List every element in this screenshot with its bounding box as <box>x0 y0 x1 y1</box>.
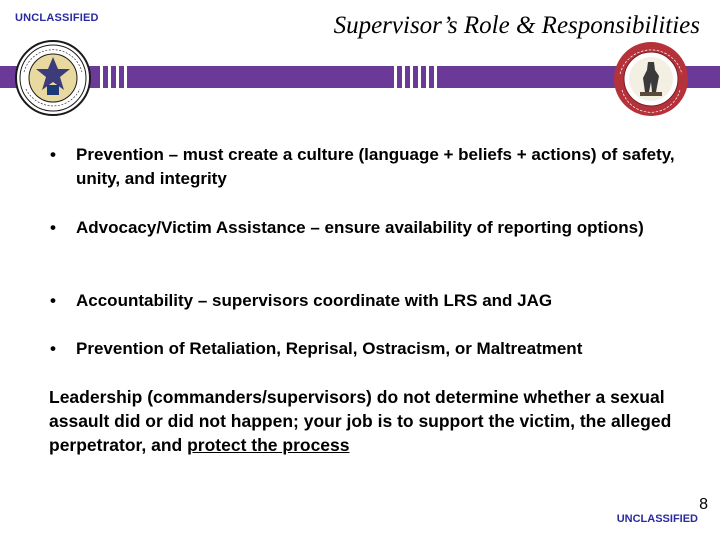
bullet-text: Advocacy/Victim Assistance – ensure availability of reporting options) <box>76 218 644 237</box>
page-number: 8 <box>699 496 708 513</box>
bullet-item <box>50 337 582 361</box>
bullet-text: Accountability – supervisors coordinate with LRS and JAG <box>76 291 553 310</box>
band-divider <box>434 66 437 88</box>
band-divider <box>410 66 413 88</box>
paragraph-text: Leadership (commanders/supervisors) do not determine whether a sexual assault did or did not happen; your job is to support the victim, the alleged perpetrator, and <box>49 387 672 455</box>
bullet-item <box>50 216 644 240</box>
bullet-dot: • <box>50 218 56 237</box>
band-divider <box>124 66 127 88</box>
band-divider <box>426 66 429 88</box>
band-divider <box>402 66 405 88</box>
band-divider <box>418 66 421 88</box>
classification-bottom: UNCLASSIFIED <box>616 513 698 525</box>
bullet-item <box>50 143 690 191</box>
bullet-dot: • <box>50 291 56 310</box>
leadership-paragraph <box>49 385 689 457</box>
bullet-item <box>50 289 552 313</box>
band-divider <box>116 66 119 88</box>
band-divider <box>108 66 111 88</box>
band-divider <box>394 66 397 88</box>
paragraph-underlined-text: protect the process <box>187 435 350 455</box>
slide-title: Supervisor’s Role & Responsibilities <box>333 12 700 39</box>
national-guard-minuteman-seal <box>612 40 690 118</box>
bullet-dot: • <box>50 145 56 164</box>
bullet-text: Prevention of Retaliation, Reprisal, Ostracism, or Maltreatment <box>76 339 583 358</box>
classification-top: UNCLASSIFIED <box>15 12 99 24</box>
bullet-text: Prevention – must create a culture (language + beliefs + actions) of safety, unity, and integrity <box>76 145 675 188</box>
national-guard-bureau-seal <box>14 39 92 117</box>
band-divider <box>100 66 103 88</box>
bullet-dot: • <box>50 339 56 358</box>
